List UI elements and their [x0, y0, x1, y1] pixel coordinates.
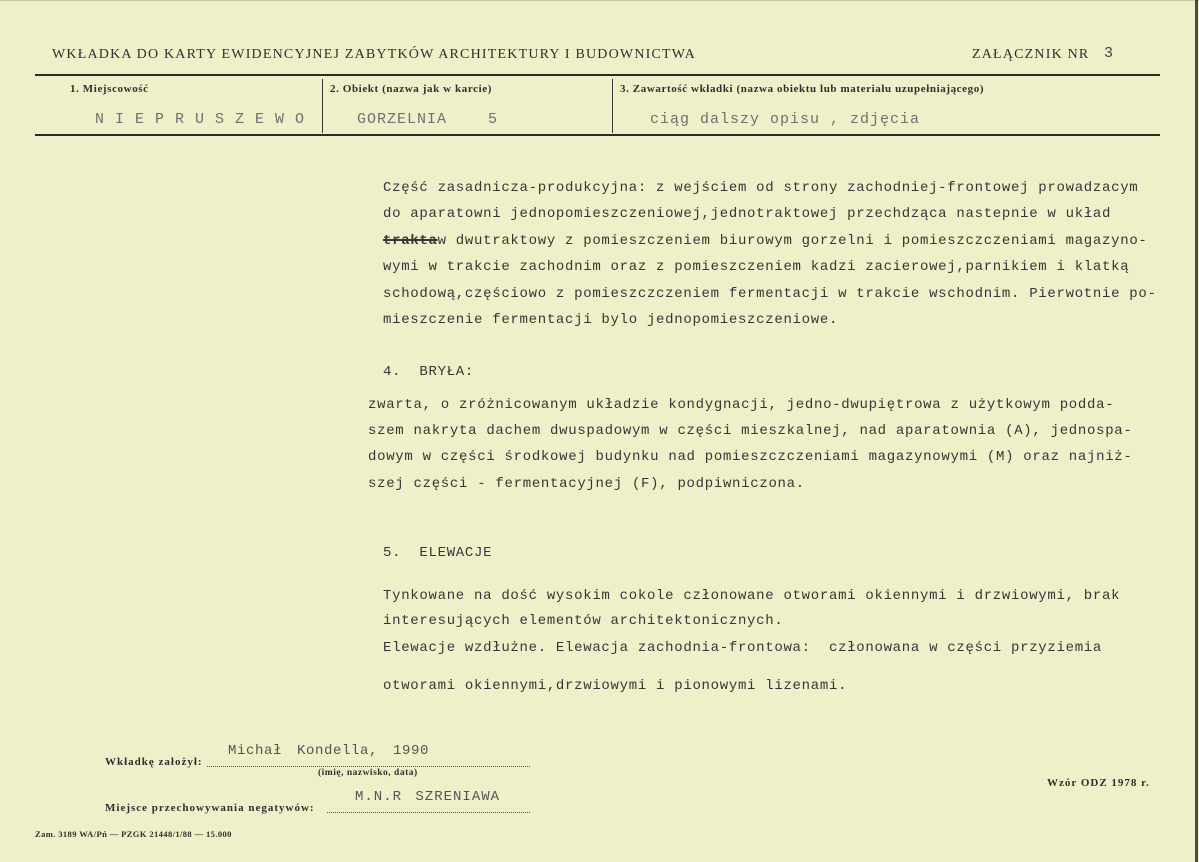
- storage-label: Miejsce przechowywania negatywów:: [105, 802, 315, 814]
- field-divider-2: [612, 79, 613, 133]
- production-line-3: [383, 233, 1148, 249]
- form-title: WKŁADKA DO KARTY EWIDENCYJNEJ ZABYTKÓW ARCHITEKTURY I BUDOWNICTWA: [52, 47, 696, 62]
- elevations-line-3: Elewacje wzdłużne. Elewacja zachodnia-frontowa: członowana w części przyziemia: [383, 640, 1103, 656]
- print-order: Zam. 3189 WA/Pń — PZGK 21448/1/88 — 15.000: [35, 829, 232, 839]
- production-line-4: wymi w trakcie zachodnim oraz z pomieszczeniem kadzi zacierowej,parnikiem i klatką: [383, 259, 1130, 275]
- massing-line-2: szem nakryta dachem dwuspadowym w części mieszkalnej, nad aparatownia (A), jednospa-: [368, 423, 1133, 439]
- struck-out-word: trakta: [383, 233, 438, 249]
- locality-value: N I E P R U S Z E W O: [95, 111, 306, 128]
- header-rule-top: [35, 74, 1160, 76]
- production-line-1: Część zasadnicza-produkcyjna: z wejściem od strony zachodniej-frontowej prowadzacym: [383, 180, 1139, 196]
- massing-line-1: zwarta, o zróżnicowanym układzie kondygnacji, jedno-dwupiętrowa z użytkowym podda-: [368, 397, 1115, 413]
- contents-value: ciąg dalszy opisu , zdjęcia: [650, 111, 921, 128]
- storage-value: M.N.R SZRENIAWA: [355, 789, 501, 805]
- storage-dotted-line: [327, 812, 530, 813]
- massing-line-3: dowym w części środkowej budynku nad pomieszczczeniami magazynowymi (M) oraz najniż-: [368, 449, 1133, 465]
- author-value: Michał Kondella, 1990: [228, 743, 430, 759]
- scan-edge-right: [1195, 0, 1198, 862]
- production-line-3-text: w dwutraktowy z pomieszczeniem biurowym gorzelni i pomieszczczeniami magazyno-: [437, 233, 1148, 249]
- attachment-number: 3: [1104, 45, 1115, 62]
- author-label: Wkładkę założył:: [105, 756, 203, 768]
- scan-edge-top: [0, 0, 1199, 1]
- locality-label: 1. Miejscowość: [70, 83, 149, 95]
- contents-label: 3. Zawartość wkładki (nazwa obiektu lub materiału uzupełniającego): [620, 83, 985, 95]
- object-label: 2. Obiekt (nazwa jak w karcie): [330, 83, 493, 95]
- form-template: Wzór ODZ 1978 r.: [1047, 777, 1150, 789]
- field-divider-1: [322, 79, 323, 133]
- production-line-2: do aparatowni jednopomieszczeniowej,jednotraktowej przechdząca nastepnie w układ: [383, 206, 1112, 222]
- header-rule-bottom: [35, 134, 1160, 136]
- author-caption: (imię, nazwisko, data): [318, 768, 418, 778]
- massing-heading: 4. BRYŁA:: [383, 364, 475, 380]
- object-value: GORZELNIA: [357, 111, 448, 128]
- elevations-heading: 5. ELEWACJE: [383, 545, 493, 561]
- elevations-line-4: otworami okiennymi,drzwiowymi i pionowymi lizenami.: [383, 678, 848, 694]
- elevations-line-2: interesujących elementów architektonicznych.: [383, 613, 784, 629]
- production-line-5: schodową,częściowo z pomieszczczeniem fermentacji w trakcie wschodnim. Pierwotnie po-: [383, 286, 1157, 302]
- massing-line-4: szej części - fermentacyjnej (F), podpiwniczona.: [368, 476, 805, 492]
- attachment-label: ZAŁĄCZNIK NR: [972, 47, 1090, 62]
- object-number: 5: [488, 111, 499, 128]
- production-line-6: mieszczenie fermentacji bylo jednopomieszczeniowe.: [383, 312, 839, 328]
- elevations-line-1: Tynkowane na dość wysokim cokole członowane otworami okiennymi i drzwiowymi, brak: [383, 588, 1121, 604]
